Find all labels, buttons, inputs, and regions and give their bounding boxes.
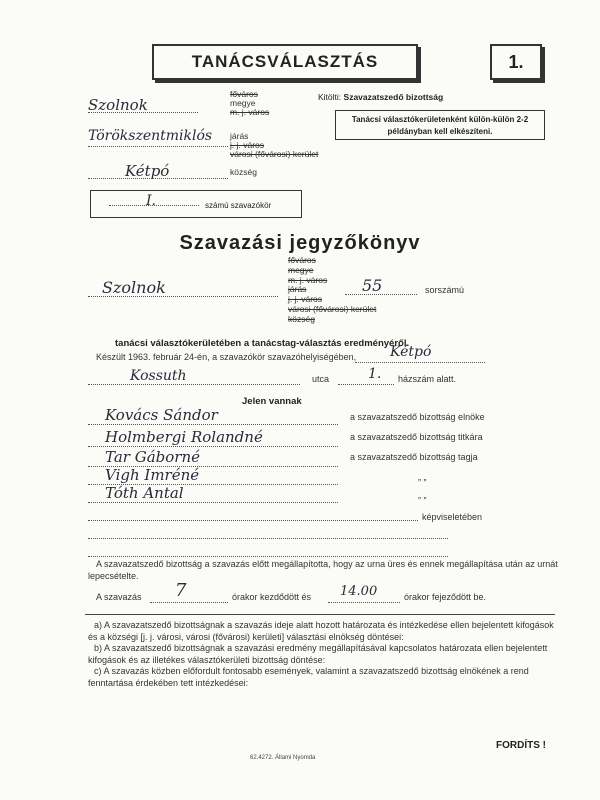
member-name-2: Tar Gáborné: [105, 448, 200, 466]
subtitle: tanácsi választókerületében a tanácstag-választás eredményéről.: [115, 338, 410, 349]
district-number-handwriting: 55: [362, 276, 383, 295]
county-labels: [230, 90, 269, 117]
village-handwriting: Kétpó: [125, 162, 170, 180]
printer-imprint: 62.4272. Állami Nyomda: [250, 755, 316, 761]
member-role-1: a szavazatszedő bizottság titkára: [350, 432, 483, 442]
member-role-4: „ „: [418, 490, 427, 500]
member-role-2: a szavazatszedő bizottság tagja: [350, 452, 478, 462]
label-varosi-kerulet: városi (fővárosi) kerület: [230, 148, 319, 159]
member-dotline-1: [88, 446, 338, 447]
fills-by-value: Szavazatszedő bizottság: [343, 92, 444, 102]
voting-end-handwriting: 14.00: [340, 584, 378, 599]
street-label: utca: [312, 374, 330, 384]
house-dotline: [338, 384, 394, 385]
made-place-dotline: [355, 362, 485, 363]
blank-dotline-1: [88, 538, 448, 539]
turn-page-label: FORDÍTS !: [496, 740, 546, 751]
street-handwriting: Kossuth: [130, 368, 187, 384]
member-name-3: Vigh Imréné: [105, 466, 200, 484]
form-number: 1.: [508, 51, 524, 72]
divider: [85, 614, 555, 615]
precinct-box: [90, 190, 302, 218]
member-role-0: a szavazatszedő bizottság elnöke: [350, 412, 485, 422]
block-label-2: m. j. város: [288, 274, 328, 285]
item-b: b) A szavazatszedő bizottságnak a szavazási eredmény megállapításával kapcsolatos határozata ellen bejelentett kifogások és az illetékes választókerületi bizottság döntése:: [88, 643, 548, 665]
made-place-handwriting: Kétpó: [390, 344, 432, 360]
member-name-0: Kovács Sándor: [105, 406, 218, 424]
street-dotline: [88, 384, 300, 385]
label-jj-varos: j. j. város: [230, 139, 265, 150]
form-title-box: [152, 44, 418, 80]
block-label-4: j. j. város: [288, 294, 323, 305]
house-handwriting: 1.: [368, 366, 382, 382]
fills-by: [318, 92, 443, 102]
block-label-6: község: [288, 313, 315, 324]
member-name-1: Holmbergi Rolandné: [105, 428, 263, 446]
representatives-label: képviseletében: [422, 512, 483, 522]
county-handwriting: Szolnok: [88, 96, 148, 114]
block-label-5: városi (fővárosi) kerület: [288, 303, 377, 314]
item-a: a) A szavazatszedő bizottságnak a szavazás ideje alatt hozott határozata és intézkedése ellen bejelentett kifogások és a községi [j. j. városi, városi (fővárosi) kerületi] választási elnökség döntései:: [88, 620, 554, 642]
voting-end-dotline: [328, 602, 400, 603]
county-dotline: [88, 112, 198, 113]
block-label-3: járás: [288, 284, 307, 295]
district-labels: [230, 132, 318, 159]
block-label-1: megye: [288, 264, 314, 275]
representative-dotline: [88, 520, 418, 521]
member-dotline-0: [88, 424, 338, 425]
label-mj-varos: m. j. város: [230, 106, 270, 117]
instruction-note: Tanácsi választókerületenként külön-külön 2-2 példányban kell elkészíteni.: [351, 115, 529, 136]
district-dotline: [88, 146, 228, 147]
made-text: Készült 1963. február 24-én, a szavazókör szavazóhelyiségében,: [96, 352, 357, 362]
fills-by-label: Kitölti:: [318, 92, 342, 102]
voting-end-label: órakor fejeződött be.: [404, 592, 487, 602]
block-label-0: főváros: [288, 255, 316, 265]
form-title: TANÁCSVÁLASZTÁS: [191, 52, 379, 71]
label-megye: megye: [230, 97, 256, 108]
item-c: c) A szavazás közben előfordult fontosabb események, valamint a szavazatszedő bizottság elnökének a rend fenntartása érdekében tett intézkedései:: [88, 666, 529, 688]
voting-start-handwriting: 7: [175, 580, 187, 601]
voting-start-dotline: [150, 602, 228, 603]
findings-text: A szavazatszedő bizottság a szavazás előtt megállapította, hogy az urna üres és ennek megállapítása után az urnát lepecsételte.: [88, 559, 558, 581]
label-jaras: járás: [230, 131, 249, 141]
district-block-county-handwriting: Szolnok: [102, 278, 166, 297]
district-number-dotline: [345, 294, 417, 295]
form-number-box: [490, 44, 542, 80]
district-number-label: sorszámú: [425, 285, 465, 295]
voting-start-label: órakor kezdődött és: [232, 592, 312, 602]
instruction-note-box: [335, 110, 545, 140]
district-block-dotline: [88, 296, 278, 297]
district-handwriting: Törökszentmiklós: [88, 128, 213, 144]
member-role-3: „ „: [418, 472, 427, 482]
precinct-label: számú szavazókör: [205, 201, 272, 210]
blank-dotline-2: [88, 556, 448, 557]
precinct-number-handwriting: I.: [146, 193, 156, 209]
document-title: Szavazási jegyzőkönyv: [179, 232, 421, 254]
member-name-4: Tóth Antal: [105, 484, 184, 502]
label-fovaros: főváros: [230, 89, 258, 99]
member-dotline-4: [88, 502, 338, 503]
present-heading: Jelen vannak: [242, 396, 302, 407]
village-dotline: [88, 178, 228, 179]
village-label: község: [230, 167, 257, 177]
house-label: házszám alatt.: [398, 374, 457, 384]
voting-prefix: A szavazás: [96, 592, 142, 602]
